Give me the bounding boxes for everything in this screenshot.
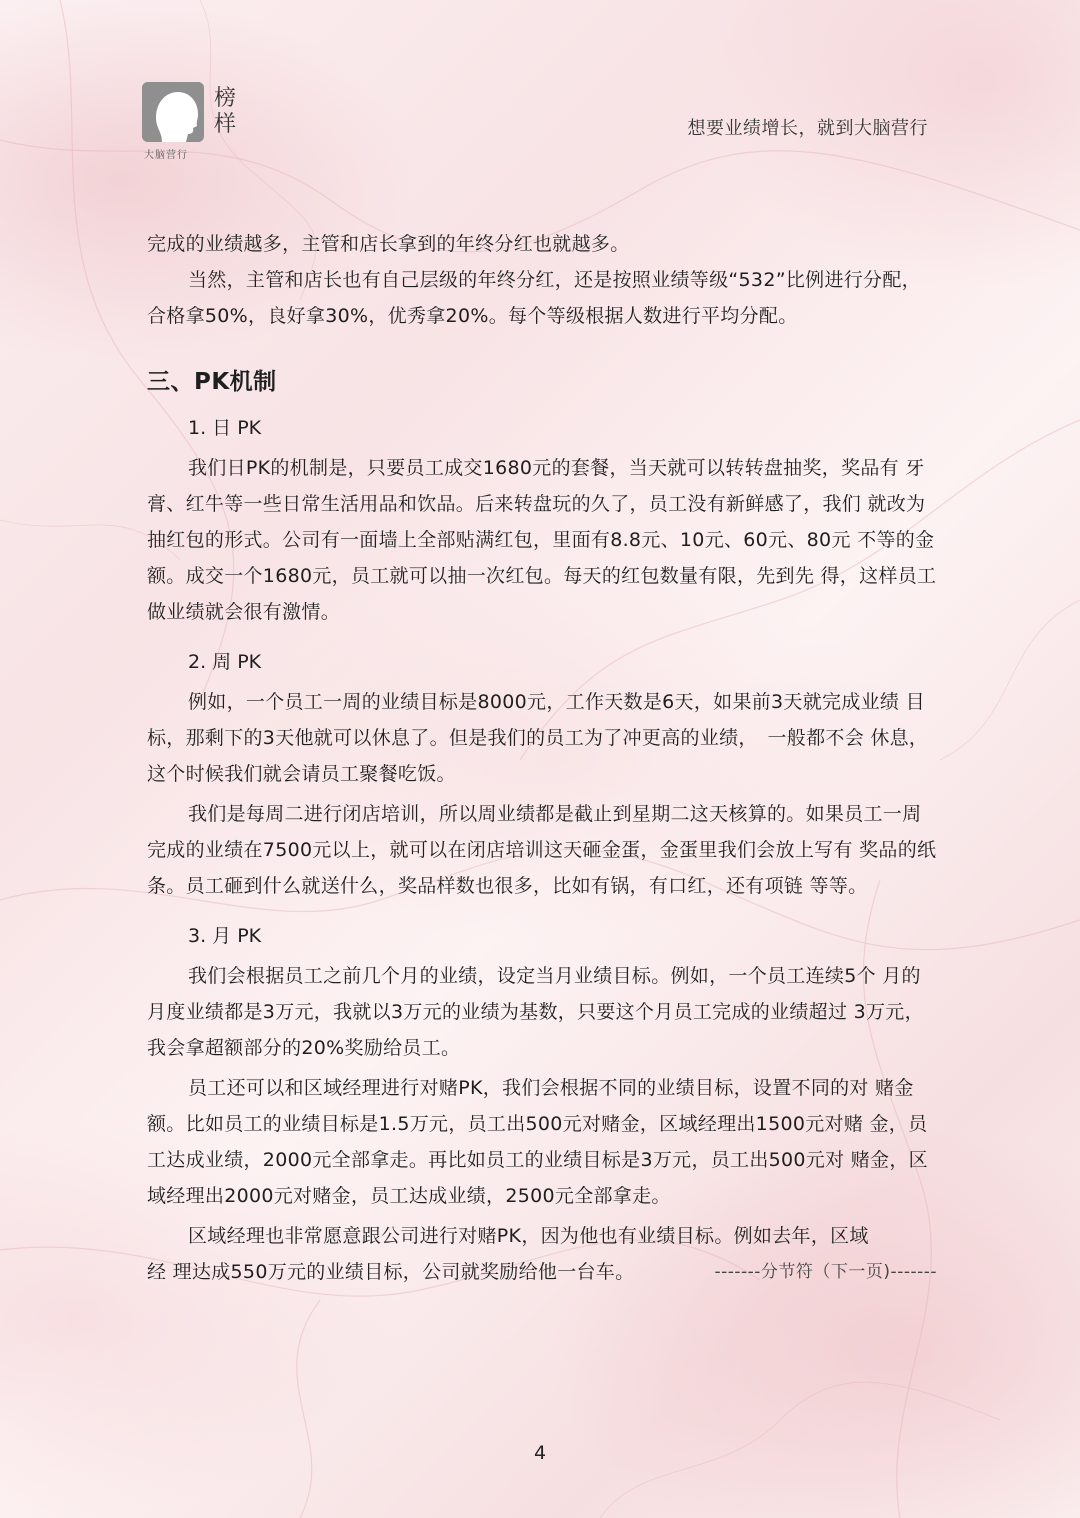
section-title: 三、PK机制: [147, 369, 277, 395]
paragraph-month-pk-3-end: [147, 1254, 937, 1290]
logo-wordmark: [214, 86, 240, 138]
head-silhouette-icon: [142, 82, 204, 142]
page-number: 4: [533, 1442, 547, 1464]
paragraph-month-pk-3-line2: 经 理达成550万元的业绩目标，公司就奖励给他一台车。: [147, 1261, 635, 1283]
document-body: [147, 226, 937, 1290]
paragraph-bonus-end: 完成的业绩越多，主管和店长拿到的年终分红也就越多。: [147, 233, 630, 255]
logo: [142, 82, 252, 162]
paragraph-month-pk-3: 区域经理也非常愿意跟公司进行对赌PK，因为他也有业绩目标。例如去年，区域: [188, 1225, 869, 1247]
paragraph-month-pk-2: 员工还可以和区域经理进行对赌PK，我们会根据不同的业绩目标，设置不同的对 赌金额。比如员工的业绩目标是1.5万元，员工出500元对赌金，区域经理出1500元对赌 金，员工达成业绩，2000元全部拿走。再比如员工的业绩目标是3万元，员工出500元对 赌金，区域经理出2000元对赌金，员工达成业绩，2500元全部拿走。: [147, 1077, 928, 1207]
paragraph-day-pk: 我们日PK的机制是，只要员工成交1680元的套餐，当天就可以转转盘抽奖，奖品有 牙膏、红牛等一些日常生活用品和饮品。后来转盘玩的久了，员工没有新鲜感了，我们 就改为抽红包的形式。公司有一面墙上全部贴满红包，里面有8.8元、10元、60元、80元 不等的金额。成交一个1680元，员工就可以抽一次红包。每天的红包数量有限，先到先 得，这样员工做业绩就会很有激情。: [147, 457, 937, 623]
page-header: [0, 0, 1080, 180]
subsection-title-day: 1. 日 PK: [188, 417, 262, 439]
paragraph-week-pk-1: 例如，一个员工一周的业绩目标是8000元，工作天数是6天，如果前3天就完成业绩 目标，那剩下的3天他就可以休息了。但是我们的员工为了冲更高的业绩， 一般都不会 休息，这个时候我们就会请员工聚餐吃饭。: [147, 691, 929, 785]
paragraph-week-pk-2: 我们是每周二进行闭店培训，所以周业绩都是截止到星期二这天核算的。如果员工一周完成的业绩在7500元以上，就可以在闭店培训这天砸金蛋，金蛋里我们会放上写有 奖品的纸条。员工砸到什么就送什么，奖品样数也很多，比如有锅，有口红，还有项链 等等。: [147, 803, 937, 897]
subsection-title-month: 3. 月 PK: [188, 925, 262, 947]
subsection-title-week: 2. 周 PK: [188, 651, 262, 673]
paragraph-bonus-ratio: 当然，主管和店长也有自己层级的年终分红，还是按照业绩等级“532”比例进行分配，合格拿50%，良好拿30%，优秀拿20%。每个等级根据人数进行平均分配。: [147, 269, 921, 327]
logo-char-2: 样: [214, 112, 237, 137]
section-break-marker: -------分节符（下一页)-------: [714, 1262, 937, 1282]
logo-subtitle: 大脑营行: [144, 150, 188, 161]
paragraph-month-pk-1: 我们会根据员工之前几个月的业绩，设定当月业绩目标。例如，一个员工连续5个 月的月度业绩都是3万元，我就以3万元的业绩为基数，只要这个月员工完成的业绩超过 3万元，我会拿超额部分的20%奖励给员工。: [147, 965, 924, 1059]
logo-char-1: 榜: [214, 86, 237, 111]
header-slogan: 想要业绩增长，就到大脑营行: [687, 118, 928, 139]
